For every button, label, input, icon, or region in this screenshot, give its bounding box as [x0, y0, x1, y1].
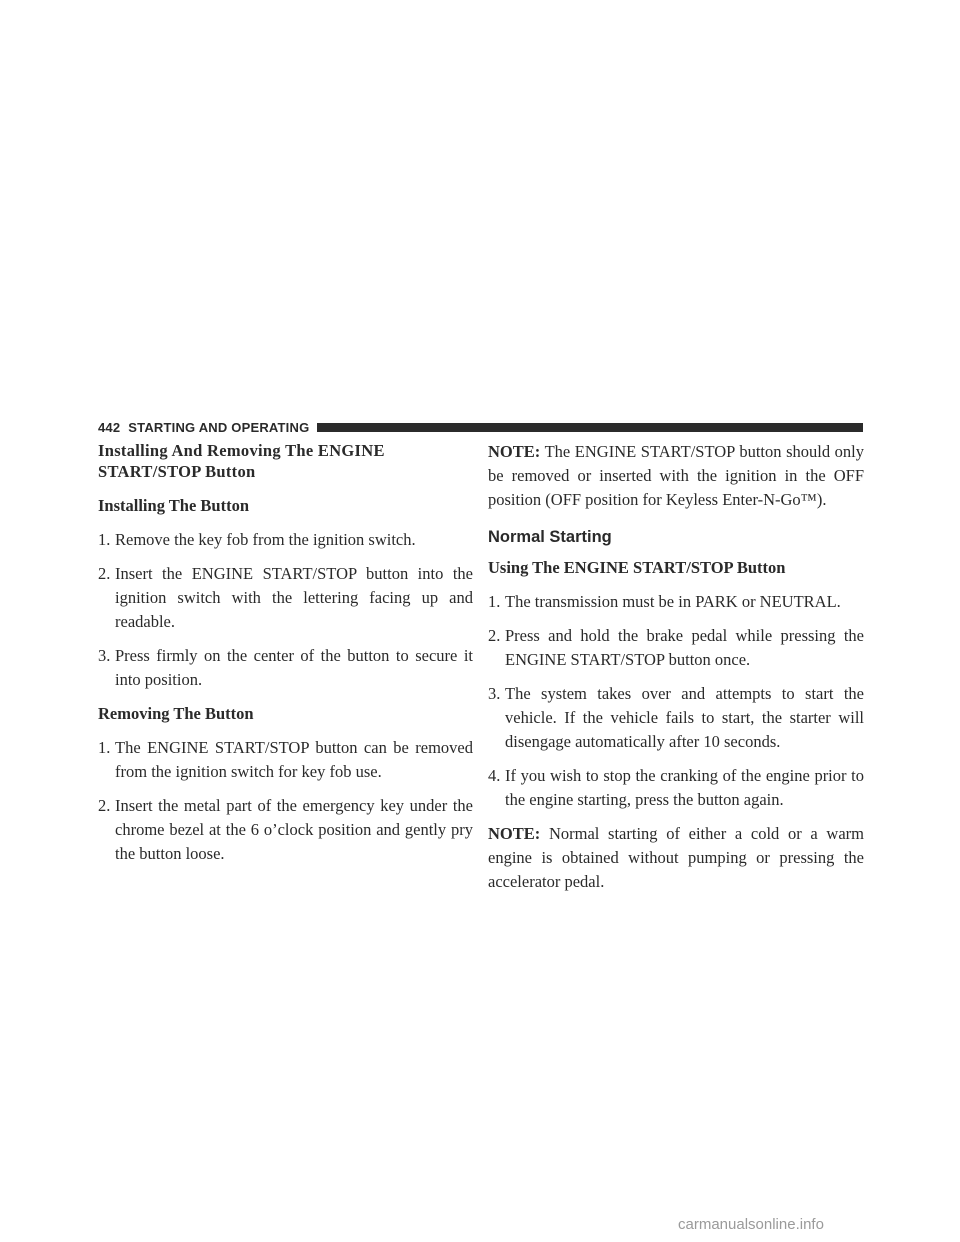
list-item [488, 682, 864, 754]
list-number: 3. [98, 646, 111, 665]
list-number: 2. [98, 796, 111, 815]
list-item [98, 794, 473, 866]
note-label: NOTE: [488, 442, 541, 461]
note-text: Normal starting of either a cold or a warm engine is obtained without pumping or pressing the accelerator pedal. [488, 824, 864, 891]
list-text: Insert the metal part of the emergency key under the chrome bezel at the 6 o’clock position and gently pry the button loose. [115, 796, 473, 863]
list-number: 2. [98, 564, 111, 583]
list-number: 1. [98, 738, 111, 757]
list-number: 1. [488, 592, 501, 611]
list-text: Press and hold the brake pedal while pressing the ENGINE START/STOP button once. [505, 626, 864, 669]
header-rule [317, 423, 863, 432]
list-text: The transmission must be in PARK or NEUTRAL. [505, 592, 841, 611]
note-text: The ENGINE START/STOP button should only be removed or inserted with the ignition in the OFF position (OFF position for Keyless Enter-N-Go™). [488, 442, 865, 509]
list-text: Insert the ENGINE START/STOP button into the ignition switch with the lettering facing up and readable. [115, 564, 473, 631]
list-item [98, 562, 473, 634]
list-item [98, 736, 473, 784]
list-text: The system takes over and attempts to start the vehicle. If the vehicle fails to start, the starter will disengage automatically after 10 seconds. [505, 684, 864, 751]
list-number: 1. [98, 530, 111, 549]
right-column [488, 440, 864, 894]
using-subheading: Using The ENGINE START/STOP Button [488, 558, 786, 577]
list-item [488, 764, 864, 812]
note-paragraph [488, 822, 864, 894]
list-number: 2. [488, 626, 501, 645]
list-item [98, 528, 473, 552]
list-item [488, 590, 864, 614]
left-column [98, 440, 473, 866]
list-number: 3. [488, 684, 501, 703]
page-header [98, 419, 863, 435]
note-paragraph [488, 440, 864, 512]
left-heading: Installing And Removing The ENGINE START/STOP Button [98, 441, 385, 481]
list-number: 4. [488, 766, 501, 785]
list-text: Press firmly on the center of the button to secure it into position. [115, 646, 473, 689]
normal-starting-heading: Normal Starting [488, 528, 612, 546]
section-title: STARTING AND OPERATING [128, 419, 310, 435]
page-number: 442 [98, 419, 121, 435]
list-text: Remove the key fob from the ignition switch. [115, 530, 416, 549]
watermark: carmanualsonline.info [678, 1216, 824, 1233]
list-text: The ENGINE START/STOP button can be removed from the ignition switch for key fob use. [115, 738, 473, 781]
list-item [488, 624, 864, 672]
list-item [98, 644, 473, 692]
installing-subheading: Installing The Button [98, 496, 249, 515]
note-label: NOTE: [488, 824, 541, 843]
removing-subheading: Removing The Button [98, 704, 254, 723]
list-text: If you wish to stop the cranking of the engine prior to the engine starting, press the button again. [505, 766, 864, 809]
